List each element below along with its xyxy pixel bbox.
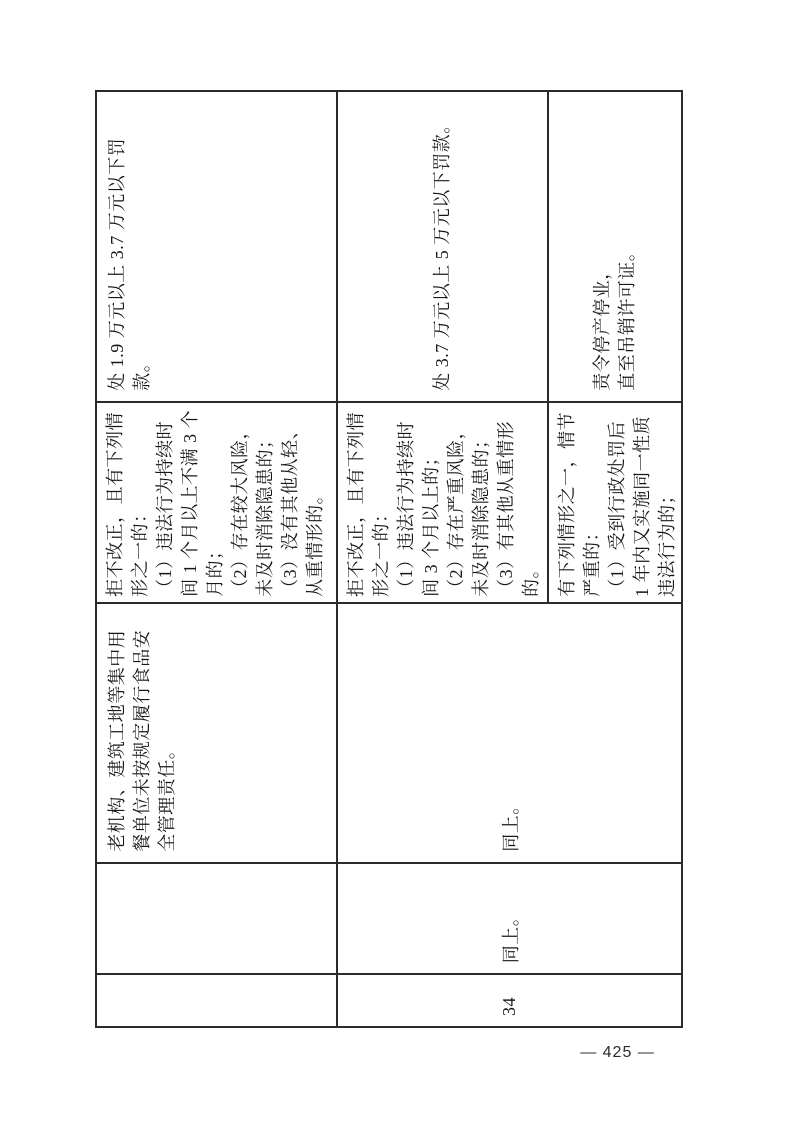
paragraph: （1）违法行为持续时间 3 个月以上的；: [396, 420, 442, 597]
paragraph: 有下列情形之一，情节严重的：: [556, 411, 602, 597]
ditto-label: 同上。: [500, 907, 521, 964]
cell-ditto-empty: [97, 862, 338, 974]
cell-circumstance-row2: [338, 401, 549, 602]
violation-text: 老机构、建筑工地等集中用餐单位未按规定履行食品安全管理责任。: [107, 629, 177, 852]
paragraph: （2）存在较大风险，未及时消除隐患的；: [230, 420, 275, 597]
penalty-text-line: 责令停产停业，: [591, 261, 612, 391]
paragraph: 拒不改正，且有下列情形之一的：: [105, 411, 150, 597]
ditto-label: 同上。: [500, 796, 521, 852]
paragraph: 拒不改正，且有下列情形之一的：: [346, 411, 392, 597]
penalty-text: 处 1.9 万元以上 3.7 万元以下罚款。: [107, 137, 152, 391]
sequence-number: 34: [499, 997, 520, 1016]
cell-penalty-row3: [549, 92, 681, 401]
cell-violation-top: [97, 602, 338, 862]
cell-ditto-merged: [338, 862, 681, 974]
penalty-text: 处 3.7 万元以上 5 万元以下罚款。: [432, 115, 453, 391]
paragraph: （3）有其他从重情形的。: [496, 420, 542, 597]
cell-seq-number: [338, 973, 681, 1026]
paragraph: （1）违法行为持续时间 1 个月以上不满 3 个月的；: [155, 409, 225, 597]
cell-circumstance-row1: [97, 401, 338, 602]
paragraph: （1）受到行政处罚后 1 年内又实施同一性质违法行为的；: [606, 415, 677, 597]
cell-violation-merged: [338, 602, 681, 862]
paragraph: （3）没有其他从轻、从重情形的。: [280, 420, 325, 597]
cell-circumstance-row3: [549, 401, 681, 602]
page-number: — 425 —: [580, 1044, 655, 1061]
penalty-text-line: 直至吊销许可证。: [616, 242, 637, 391]
cell-penalty-row2: [338, 92, 549, 401]
penalty-table: [95, 90, 683, 1028]
paragraph: （2）存在严重风险，未及时消除隐患的；: [446, 420, 492, 597]
cell-penalty-row1: [97, 92, 338, 401]
cell-seq-empty: [97, 973, 338, 1026]
